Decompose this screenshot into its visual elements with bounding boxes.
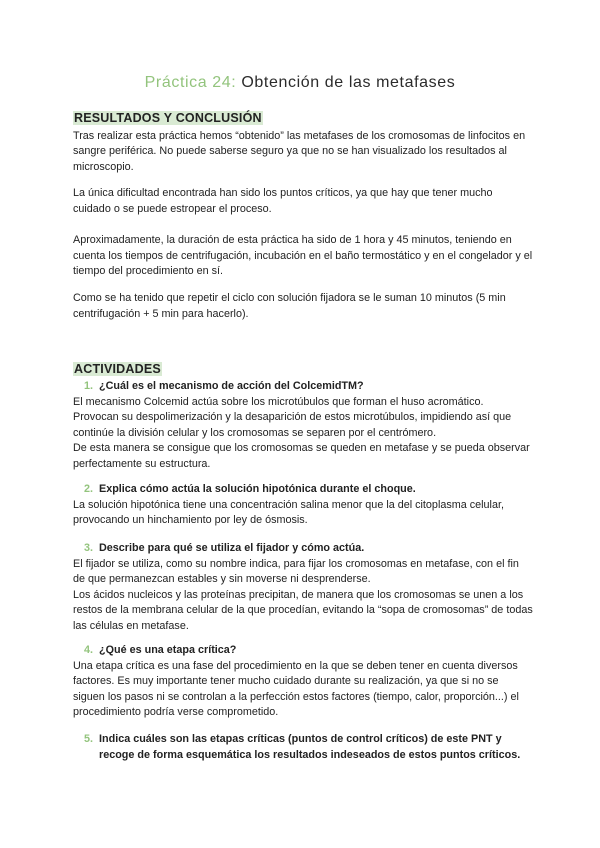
- activity-number: 4.: [83, 644, 93, 656]
- results-paragraph: Tras realizar esta práctica hemos “obtenido” las metafases de los cromosomas de linfocitos en sangre periférica. No puede saberse seguro ya que no se han visualizado los resultados al microscopio.: [73, 129, 526, 173]
- activity-question: Describe para qué se utiliza el fijador y cómo actúa.: [99, 542, 365, 554]
- activity-number: 5.: [83, 733, 93, 745]
- activities-heading-block: [73, 362, 533, 379]
- activity-number: 3.: [83, 542, 93, 554]
- activity-answer: De esta manera se consigue que los cromosomas se queden en metafase y se pueda observar perfectamente su estructura.: [73, 442, 530, 470]
- results-paragraph-block: [73, 186, 533, 217]
- activity-answer: La solución hipotónica tiene una concentración salina menor que la del citoplasma celular, provocando un hinchamiento por ley de ósmosis.: [73, 498, 504, 526]
- results-paragraph-block: [73, 291, 533, 322]
- activity-answer: Provocan su despolimerización y la desaparición de estos microtúbulos, impidiendo así que continúe la división celular y los cromosomas se separen por el centrómero.: [73, 411, 512, 439]
- results-paragraph-block: [73, 233, 533, 280]
- page-title: [0, 74, 600, 92]
- activity-answer: El mecanismo Colcemid actúa sobre los microtúbulos que forman el huso acromático.: [73, 395, 484, 408]
- activity-item: [73, 732, 533, 763]
- activity-answer: Los ácidos nucleicos y las proteínas precipitan, de manera que los cromosomas se unen a los restos de la membrana celular de la que procedían, evitando la “sopa de cromosomas” de todas las células en metafase.: [73, 588, 533, 632]
- results-paragraph: Aproximadamente, la duración de esta práctica ha sido de 1 hora y 45 minutos, teniendo en cuenta los tiempos de centrifugación, incubación en el baño termostático y en el congelador y el tiempo del procedimiento en sí.: [73, 234, 533, 277]
- activity-question: ¿Qué es una etapa crítica?: [99, 644, 237, 656]
- activity-answer: El fijador se utiliza, como su nombre indica, para fijar los cromosomas en metafase, con el fin de que permanezcan estables y sin moverse ni desprenderse.: [73, 557, 519, 585]
- results-heading: RESULTADOS Y CONCLUSIÓN: [74, 111, 262, 125]
- activity-item: [73, 482, 533, 529]
- activity-question: Explica cómo actúa la solución hipotónica durante el choque.: [99, 483, 416, 495]
- activity-item: [73, 541, 533, 634]
- activity-item: [73, 379, 533, 472]
- title-prefix: Práctica 24:: [144, 74, 237, 91]
- title-main: Obtención de las metafases: [241, 74, 456, 91]
- activities-heading: ACTIVIDADES: [74, 362, 161, 376]
- activity-number: 2.: [83, 483, 93, 495]
- activity-question: Indica cuáles son las etapas críticas (puntos de control críticos) de este PNT y recoge de forma esquemática los resultados indeseados de estos puntos críticos.: [99, 733, 521, 761]
- activity-number: 1.: [83, 380, 93, 392]
- results-section: [73, 111, 533, 175]
- results-paragraph: Como se ha tenido que repetir el ciclo con solución fijadora se le suman 10 minutos (5 min centrifugación + 5 min para hacerlo).: [73, 292, 506, 320]
- results-paragraph: La única dificultad encontrada han sido los puntos críticos, ya que hay que tener mucho cuidado o se puede estropear el proceso.: [73, 187, 493, 215]
- activity-item: [73, 643, 533, 721]
- activity-question: ¿Cuál es el mecanismo de acción del ColcemidTM?: [99, 380, 364, 392]
- activity-answer: Una etapa crítica es una fase del procedimiento en la que se deben tener en cuenta diversos factores. Es muy importante tener mucho cuidado durante su realización, ya que si no se siguen los pasos ni se controlan a la perfección estos factores (tiempo, calor, proporción...) el procedimiento podría verse comprometido.: [73, 659, 519, 718]
